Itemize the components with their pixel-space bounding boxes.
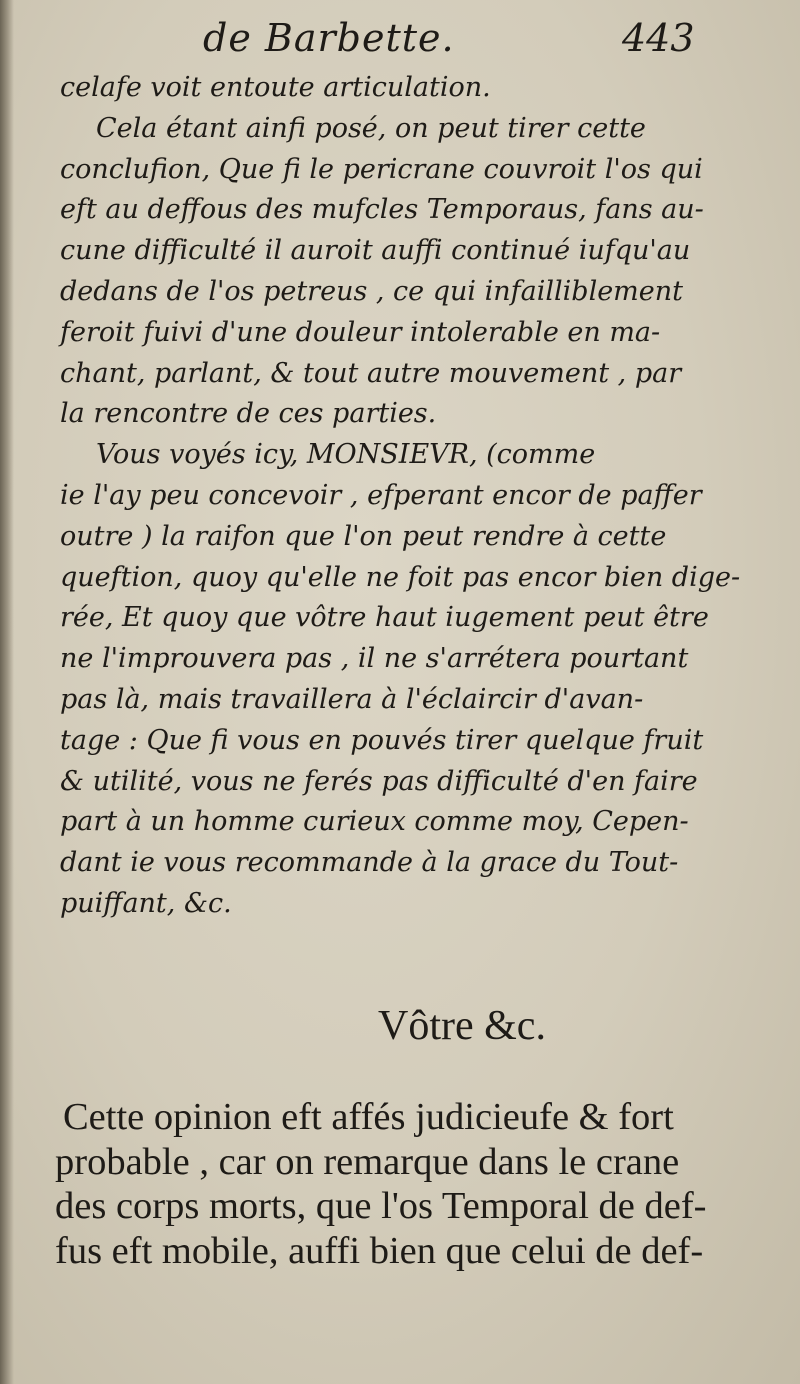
text-line: queftion, quoy qu'elle ne foit pas encor bien dige- bbox=[60, 561, 741, 593]
text-line: eft au deffous des mufcles Temporaus, fans au- bbox=[60, 194, 704, 226]
text-line: des corps morts, que l'os Temporal de def- bbox=[55, 1185, 707, 1227]
text-line: Cela étant ainfi posé, on peut tirer cette bbox=[96, 112, 646, 144]
page-number: 443 bbox=[622, 16, 695, 60]
text-line: dedans de l'os petreus , ce qui infailliblement bbox=[60, 275, 684, 307]
running-title: de Barbette. bbox=[203, 16, 455, 60]
text-line: tage : Que fi vous en pouvés tirer quelque fruit bbox=[60, 724, 704, 756]
text-line: & utilité, vous ne ferés pas difficulté d'en faire bbox=[60, 765, 698, 797]
text-line: pas là, mais travaillera à l'éclaircir d'avan- bbox=[60, 683, 644, 715]
text-line: la rencontre de ces parties. bbox=[60, 398, 437, 430]
text-line: celafe voit entoute articulation. bbox=[60, 72, 491, 103]
page-header bbox=[0, 14, 800, 66]
text-line: dant ie vous recommande à la grace du Tout- bbox=[60, 847, 679, 879]
text-line: cune difficulté il auroit auffi continué iufqu'au bbox=[60, 235, 691, 267]
text-line: ne l'improuvera pas , il ne s'arrétera pourtant bbox=[60, 643, 689, 675]
text-line: Vous voyés icy, MONSIEVR, (comme bbox=[96, 439, 596, 471]
text-line: part à un homme curieux comme moy, Cepen- bbox=[60, 806, 689, 838]
text-line: feroit fuivi d'une douleur intolerable en ma- bbox=[60, 316, 661, 348]
text-line: Cette opinion eft affés judicieufe & fort bbox=[63, 1096, 674, 1138]
text-line: rée, Et quoy que vôtre haut iugement peut être bbox=[60, 602, 709, 634]
text-line: fus eft mobile, auffi bien que celui de def- bbox=[55, 1229, 704, 1272]
text-line: conclufion, Que fi le pericrane couvroit l'os qui bbox=[60, 153, 703, 185]
text-line: puiffant, &c. bbox=[60, 887, 232, 919]
text-line: ie l'ay peu concevoir , efperant encor de paffer bbox=[60, 479, 702, 511]
letter-text bbox=[60, 68, 741, 925]
commentary-text bbox=[55, 1095, 735, 1273]
letter-signoff: Vôtre &c. bbox=[378, 1003, 546, 1049]
text-line: chant, parlant, & tout autre mouvement , par bbox=[60, 357, 682, 389]
binding-gutter bbox=[0, 0, 14, 1384]
text-line: probable , car on remarque dans le crane bbox=[55, 1140, 680, 1183]
text-line: outre ) la raifon que l'on peut rendre à cette bbox=[60, 520, 667, 552]
